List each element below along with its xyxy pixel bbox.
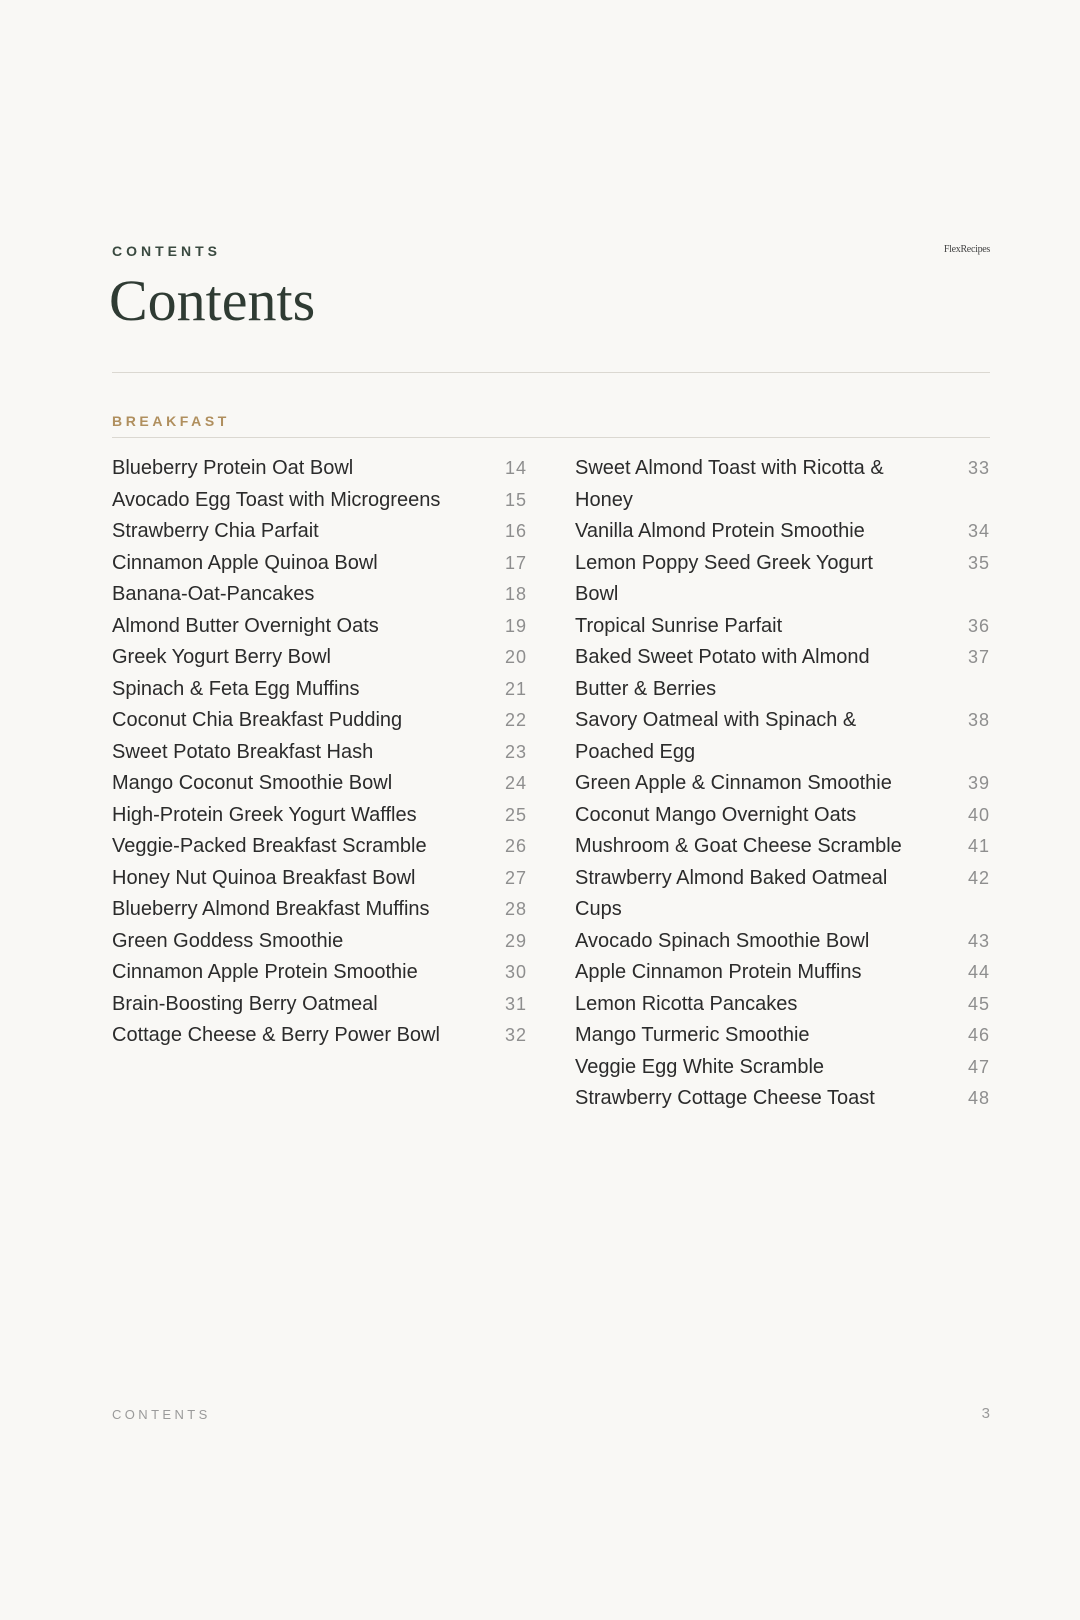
toc-entry-title: Avocado Egg Toast with Microgreens: [112, 488, 441, 511]
toc-entry-page-number: 15: [504, 489, 527, 510]
toc-entry-title: Savory Oatmeal with Spinach & Poached Egg: [575, 709, 857, 763]
toc-entry-page-number: 41: [967, 836, 990, 856]
toc-entry[interactable]: [112, 485, 527, 517]
footer-page-number: 3: [981, 1405, 990, 1422]
toc-entry[interactable]: [112, 737, 527, 769]
footer-section-label: CONTENTS: [112, 1407, 211, 1422]
toc-entry-title: Lemon Poppy Seed Greek Yogurt Bowl: [575, 551, 873, 605]
toc-entry[interactable]: [112, 674, 527, 706]
toc-entry[interactable]: [112, 894, 527, 926]
brand-logo: FlexRecipes: [943, 244, 990, 255]
toc-entry-page-number: 36: [967, 615, 990, 636]
toc-entry[interactable]: [112, 579, 527, 611]
toc-entry[interactable]: [112, 957, 527, 989]
header-divider: [112, 372, 990, 373]
toc-entry-title: Tropical Sunrise Parfait: [575, 614, 783, 637]
toc-entry-title: Sweet Almond Toast with Ricotta & Honey: [575, 457, 884, 511]
toc-entry[interactable]: [575, 957, 990, 989]
section-eyebrow: CONTENTS: [112, 243, 221, 259]
toc-entry-title: Banana-Oat-Pancakes: [112, 583, 315, 605]
contents-page: [109, 0, 990, 1620]
toc-entry-page-number: 38: [967, 710, 990, 730]
toc-entry[interactable]: [575, 989, 990, 1021]
toc-entry-title: Vanilla Almond Protein Smoothie: [575, 520, 865, 542]
toc-entry-page-number: 23: [504, 741, 527, 762]
toc-entry[interactable]: [112, 642, 527, 674]
toc-entry-page-number: 21: [504, 678, 527, 699]
toc-entry-title: Apple Cinnamon Protein Muffins: [575, 961, 862, 983]
toc-entry-page-number: 17: [504, 552, 527, 573]
toc-entry[interactable]: [112, 548, 527, 580]
toc-entry[interactable]: [575, 705, 990, 768]
toc-entry[interactable]: [575, 642, 990, 705]
toc-entry-page-number: 28: [504, 899, 527, 919]
toc-entry-page-number: 14: [504, 458, 527, 478]
toc-entry-page-number: 45: [967, 993, 990, 1014]
toc-entry-title: Almond Butter Overnight Oats: [112, 614, 379, 637]
toc-entry-title: Avocado Spinach Smoothie Bowl: [575, 929, 870, 952]
toc-entry[interactable]: [575, 548, 990, 611]
page-title: Contents: [109, 268, 316, 333]
toc-entry-page-number: 37: [967, 647, 990, 667]
toc-entry-title: Coconut Mango Overnight Oats: [575, 803, 857, 826]
toc-entry[interactable]: [575, 800, 990, 832]
toc-entry-page-number: 35: [967, 552, 990, 573]
toc-entry[interactable]: [575, 611, 990, 643]
toc-entry-page-number: 33: [967, 458, 990, 478]
toc-entry-page-number: 43: [967, 930, 990, 951]
toc-entry-page-number: 25: [504, 804, 527, 825]
toc-entry[interactable]: [575, 1020, 990, 1052]
section-heading-breakfast: BREAKFAST: [112, 413, 230, 429]
toc-entry-page-number: 48: [967, 1088, 990, 1108]
toc-entry-title: Greek Yogurt Berry Bowl: [112, 646, 331, 668]
toc-entry-title: Mango Coconut Smoothie Bowl: [112, 772, 393, 794]
toc-entry-title: Veggie-Packed Breakfast Scramble: [112, 835, 427, 857]
toc-entry[interactable]: [112, 989, 527, 1021]
toc-entry[interactable]: [112, 863, 527, 895]
toc-entry-page-number: 29: [504, 930, 527, 951]
toc-entry-page-number: 22: [504, 710, 527, 730]
toc-entry-page-number: 20: [504, 647, 527, 667]
toc-entry-page-number: 30: [504, 962, 527, 982]
toc-entry-page-number: 16: [504, 521, 527, 541]
toc-entry[interactable]: [112, 768, 527, 800]
toc-entry-page-number: 32: [504, 1025, 527, 1045]
toc-entry[interactable]: [575, 1052, 990, 1084]
toc-entry[interactable]: [575, 768, 990, 800]
toc-entry[interactable]: [575, 516, 990, 548]
toc-entry-title: Blueberry Protein Oat Bowl: [112, 457, 354, 479]
toc-entry-title: Sweet Potato Breakfast Hash: [112, 740, 374, 763]
toc-entry[interactable]: [575, 863, 990, 926]
toc-columns: [112, 453, 990, 1115]
toc-entry-title: Mango Turmeric Smoothie: [575, 1024, 810, 1046]
toc-entry-title: Coconut Chia Breakfast Pudding: [112, 709, 403, 731]
toc-entry-title: Mushroom & Goat Cheese Scramble: [575, 835, 902, 857]
toc-entry-page-number: 26: [504, 836, 527, 856]
toc-entry-page-number: 27: [504, 867, 527, 888]
toc-entry-page-number: 39: [967, 773, 990, 793]
toc-entry[interactable]: [575, 1083, 990, 1115]
toc-entry-title: Brain-Boosting Berry Oatmeal: [112, 992, 378, 1015]
toc-entry-title: Strawberry Cottage Cheese Toast: [575, 1087, 875, 1109]
toc-entry-page-number: 46: [967, 1025, 990, 1045]
toc-entry-title: High-Protein Greek Yogurt Waffles: [112, 803, 417, 826]
toc-entry-page-number: 40: [967, 804, 990, 825]
toc-entry-title: Honey Nut Quinoa Breakfast Bowl: [112, 866, 416, 889]
toc-entry[interactable]: [575, 831, 990, 863]
toc-entry-title: Cottage Cheese & Berry Power Bowl: [112, 1024, 440, 1046]
toc-entry-page-number: 44: [967, 962, 990, 982]
toc-entry[interactable]: [112, 831, 527, 863]
toc-column-right: [575, 453, 990, 1115]
toc-entry-page-number: 18: [504, 584, 527, 604]
toc-entry-title: Green Goddess Smoothie: [112, 929, 344, 952]
toc-entry[interactable]: [112, 453, 527, 485]
toc-entry-page-number: 24: [504, 773, 527, 793]
toc-entry[interactable]: [112, 800, 527, 832]
toc-entry-title: Lemon Ricotta Pancakes: [575, 992, 798, 1015]
toc-entry-title: Spinach & Feta Egg Muffins: [112, 677, 360, 700]
toc-entry[interactable]: [112, 611, 527, 643]
toc-entry-title: Cinnamon Apple Quinoa Bowl: [112, 551, 378, 574]
toc-entry-page-number: 19: [504, 615, 527, 636]
toc-entry[interactable]: [112, 1020, 527, 1052]
section-divider: [112, 437, 990, 438]
toc-entry-title: Strawberry Chia Parfait: [112, 520, 319, 542]
toc-entry[interactable]: [575, 926, 990, 958]
toc-entry[interactable]: [575, 453, 990, 516]
toc-entry[interactable]: [112, 516, 527, 548]
toc-entry-title: Baked Sweet Potato with Almond Butter & Berries: [575, 646, 870, 700]
toc-entry-title: Strawberry Almond Baked Oatmeal Cups: [575, 866, 888, 920]
toc-entry[interactable]: [112, 926, 527, 958]
toc-entry-title: Veggie Egg White Scramble: [575, 1055, 825, 1078]
toc-entry-page-number: 47: [967, 1056, 990, 1077]
toc-entry-title: Blueberry Almond Breakfast Muffins: [112, 898, 430, 920]
toc-column-left: [112, 453, 527, 1115]
toc-entry-title: Cinnamon Apple Protein Smoothie: [112, 961, 418, 983]
toc-entry-title: Green Apple & Cinnamon Smoothie: [575, 772, 892, 794]
toc-entry-page-number: 42: [967, 867, 990, 888]
toc-entry-page-number: 34: [967, 521, 990, 541]
toc-entry-page-number: 31: [504, 993, 527, 1014]
toc-entry[interactable]: [112, 705, 527, 737]
